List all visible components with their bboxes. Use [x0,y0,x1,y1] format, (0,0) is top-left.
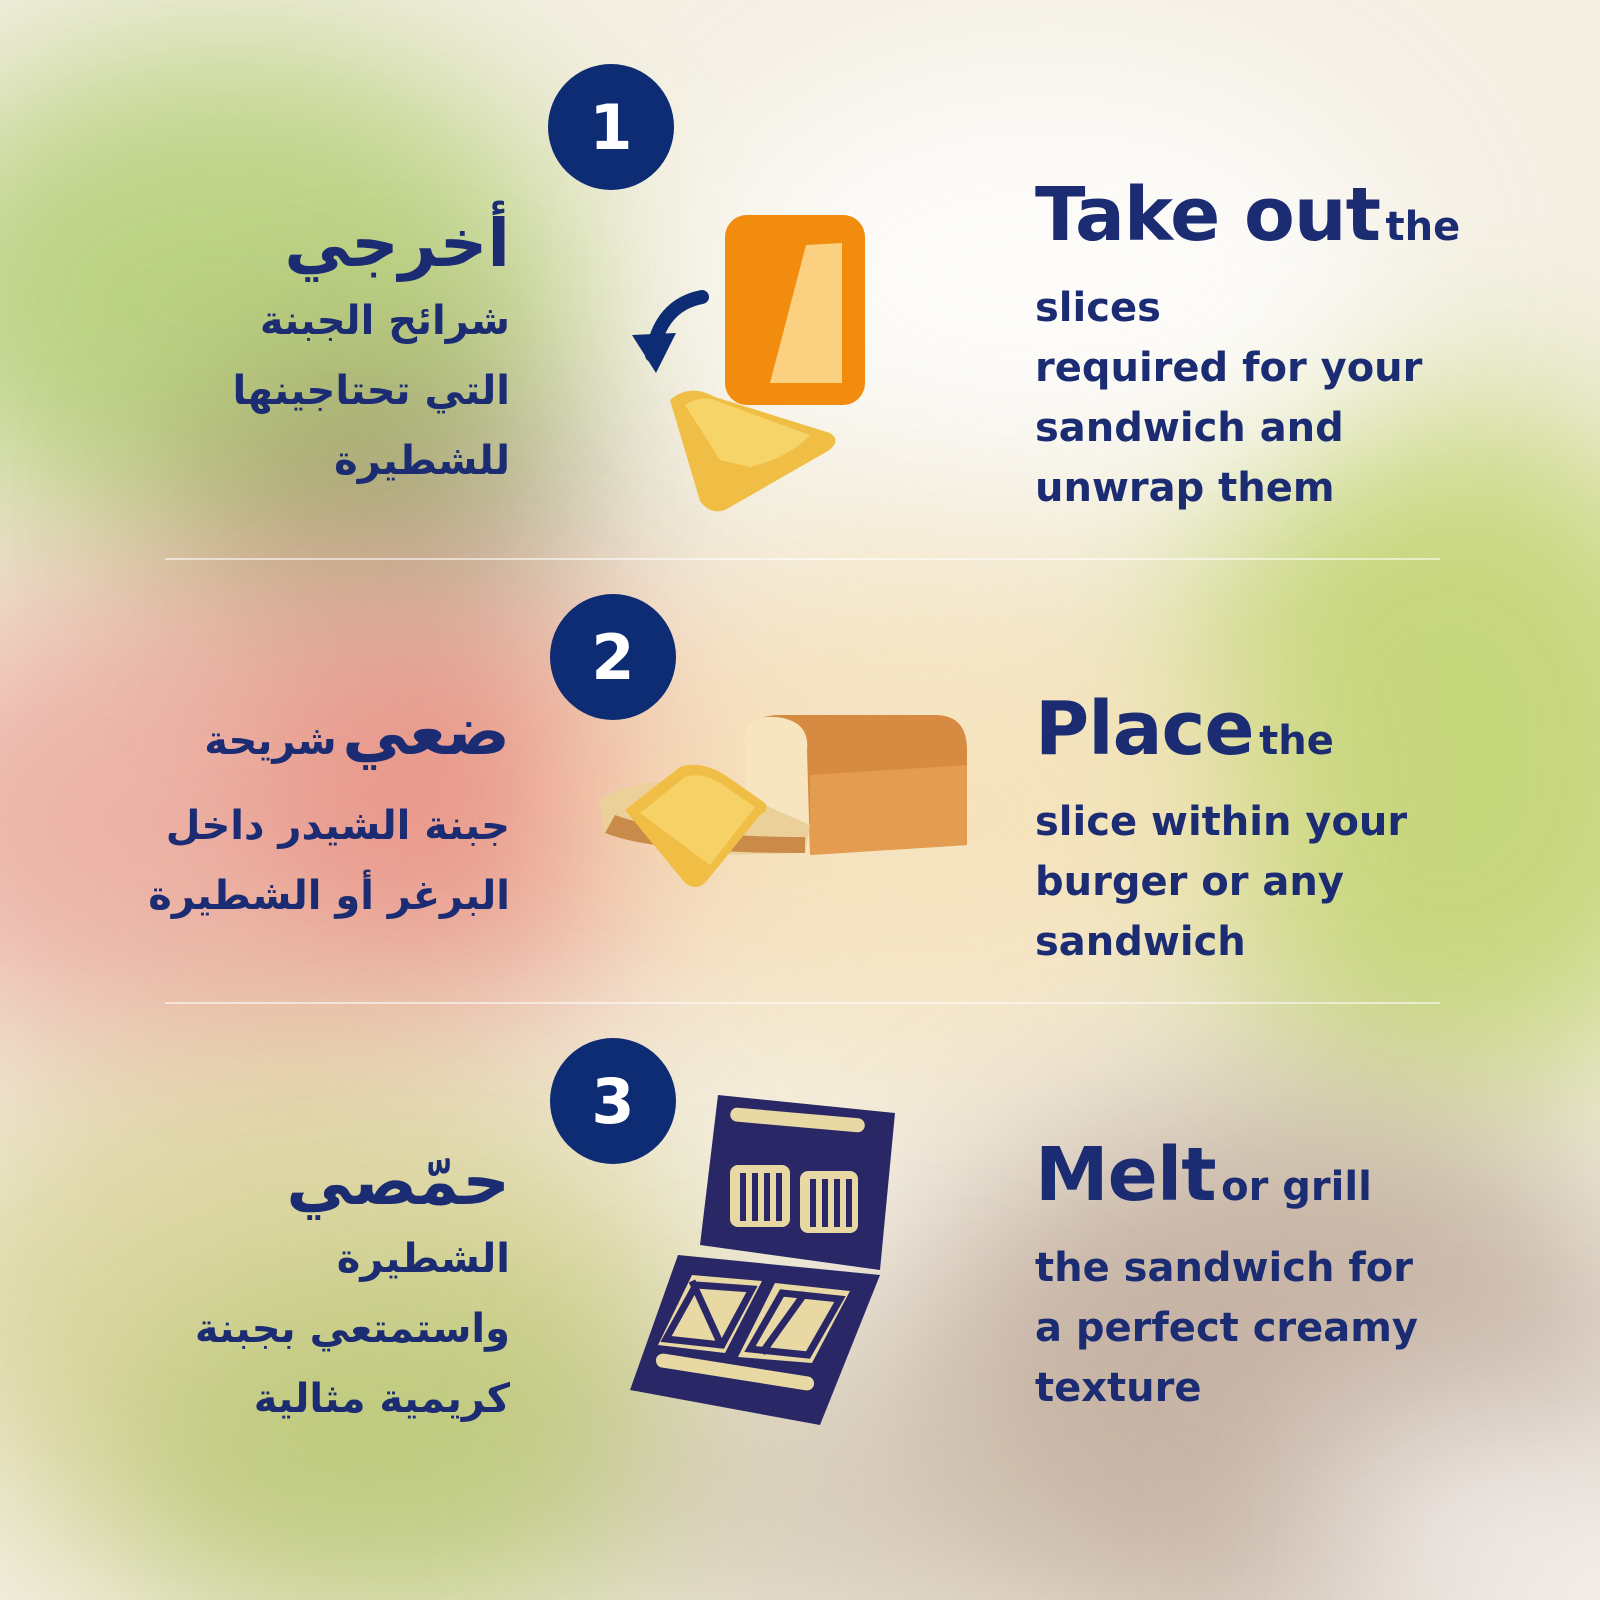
english-instructions [1035,172,1555,518]
step-number-badge: 3 [550,1038,676,1164]
arabic-instructions [195,1140,510,1434]
cheese-slice-pack-illustration [630,205,890,525]
arabic-line: شرائح الجبنة [259,298,510,344]
english-heading-rest: the [1259,718,1334,764]
sandwich-maker-icon [630,1095,895,1425]
english-instructions [1035,1132,1555,1418]
arabic-heading-suffix: شريحة [204,718,337,764]
english-line: sandwich and [1035,405,1344,451]
english-heading-bold: Take out [1035,172,1380,258]
curved-arrow-icon [632,297,702,373]
english-line: burger or any [1035,859,1344,905]
english-line: slice within your [1035,799,1408,845]
arabic-line: كريمية مثالية [253,1376,510,1422]
english-line: texture [1035,1365,1202,1411]
english-line: slices [1035,285,1161,331]
sandwich-maker-illustration [630,1095,920,1430]
english-line: sandwich [1035,919,1246,965]
arabic-heading: ضعي [342,693,510,770]
arabic-line: البرغر أو الشطيرة [148,873,510,919]
english-line: the sandwich for [1035,1245,1413,1291]
english-line: required for your [1035,345,1423,391]
english-line: unwrap them [1035,465,1335,511]
arabic-instructions [148,690,510,931]
cheese-slice-icon [670,391,836,512]
english-instructions [1035,686,1555,972]
english-heading-bold: Melt [1035,1132,1216,1218]
english-line: a perfect creamy [1035,1305,1419,1351]
arabic-heading: حمّصي [286,1143,510,1220]
english-heading-bold: Place [1035,686,1254,772]
section-divider [165,558,1440,560]
english-heading-rest: the [1385,204,1461,250]
step-number-badge: 1 [548,64,674,190]
arabic-line: التي تحتاجينها [232,368,510,414]
arabic-line: جبنة الشيدر داخل [165,803,510,849]
arabic-line: للشطيرة [334,438,510,484]
bread-and-cheese-illustration [595,705,975,905]
english-heading-rest: or grill [1221,1164,1372,1210]
arabic-heading: أخرجي [284,205,510,282]
cheese-slice-pack-icon [725,215,865,405]
arabic-line: الشطيرة [336,1236,510,1282]
section-divider [165,1002,1440,1004]
arabic-instructions [232,202,510,496]
step-number-badge: 2 [550,594,676,720]
arabic-line: واستمتعي بجبنة [194,1306,510,1352]
